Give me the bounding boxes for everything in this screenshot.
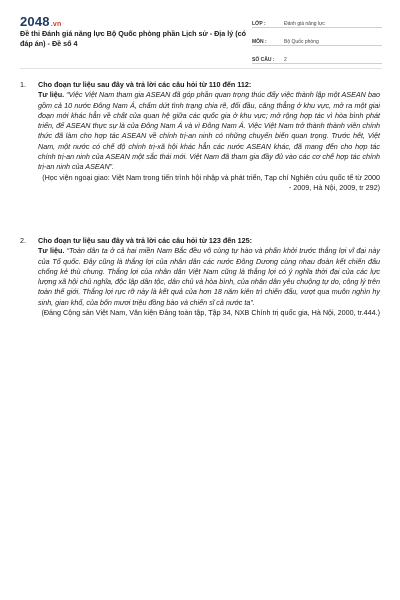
meta-value: 2 — [284, 57, 287, 63]
document-title: Đề thi Đánh giá năng lực Bộ Quốc phòng phần Lịch sử - Địa lý (có đáp án) - Đề số 4 — [20, 29, 247, 48]
meta-row-class — [252, 14, 382, 28]
passage-source: (Học viện ngoại giao: Việt Nam trong tiến trình hội nhập và phát triển, Tạp chí Nghiên cứu quốc tế từ 2000 - 2009, Hà Nội, 2009, tr 292) — [42, 172, 380, 192]
meta-row-question-count — [252, 50, 382, 64]
logo-suffix: .vn — [50, 21, 62, 28]
question-number: 2. — [20, 236, 26, 245]
logo-text: 2048 — [20, 14, 50, 29]
passage-source: (Đảng Cộng sản Việt Nam, Văn kiện Đảng toàn tập, Tập 34, NXB Chính trị quốc gia, Hà Nội, 2000, tr.444.) — [41, 308, 380, 318]
meta-label: MÔN : — [252, 39, 267, 45]
meta-value: Đánh giá năng lực — [284, 21, 325, 27]
document-meta — [252, 14, 382, 68]
meta-label: SỐ CÂU : — [252, 57, 275, 63]
meta-label: LỚP : — [252, 21, 266, 27]
meta-row-subject — [252, 32, 382, 46]
passage-lead: Tư liệu. — [38, 246, 65, 256]
page-header — [0, 0, 400, 62]
header-divider — [20, 68, 382, 69]
passage-quote: “Toàn dân ta ở cả hai miền Nam Bắc đều vô cùng tự hào và phấn khởi trước thắng lợi vĩ đại này của Tổ quốc. Đây cũng là thắng lợi của nhân dân các nước Đông Dương cùng nhau đoàn kết chiến đấu chống kẻ thù chung. Thắng lợi của nhân dân Việt Nam cũng là thắng lợi có ý nghĩa thời đại của các lực lượng xã hội chủ nghĩa, độc lập dân tộc, dân chủ và hòa bình, của nhân dân yêu chuộng tự do, công lý trên toàn thế giới. Thắng lợi rực rỡ này là kết quả của hơn 18 năm kiên trì chiến đấu, vượt qua muôn nghìn hy sinh, gian khổ, của bốn mươi triệu đồng bào và chiến sĩ cả nước ta”. — [38, 246, 380, 307]
passage-lead: Tư liệu. — [38, 90, 65, 100]
question-passage — [38, 90, 380, 172]
passage-quote: “Việc Việt Nam tham gia ASEAN đã góp phần quan trọng thúc đẩy việc thành lập một ASEAN bao gồm cả 10 nước Đông Nam Á, chấm dứt tình trạng chia rẽ, đối đầu, căng thẳng ở khu vực, mở ra một giai đoạn mới khác hẳn về chất của quan hệ giữa các quốc gia ở khu vực; mở rộng hợp tác vì hòa bình phát triển, để ASEAN thực sự là của Đông Nam Á và vì Đông Nam Á. Việc Việt Nam trở thành thành viên chính thức đã làm cho hợp tác ASEAN về chính trị-an ninh có những chuyển biến quan trọng. Trước hết, Việt Nam, một nước có chế độ chính trị-xã hội khác hẳn các nước ASEAN khác, đã mang đến cho hợp tác chính trị-an ninh của ASEAN một sắc thái mới. Việt Nam đã tham gia đầy đủ vào các cơ chế hợp tác chính trị-an ninh của ASEAN”. — [38, 90, 380, 172]
question-heading: Cho đoạn tư liệu sau đây và trả lời các câu hỏi từ 110 đến 112: — [38, 80, 252, 89]
question-heading: Cho đoạn tư liệu sau đây và trả lời các câu hỏi từ 123 đến 125: — [38, 236, 253, 245]
question-passage — [38, 246, 380, 308]
site-logo[interactable] — [20, 14, 61, 29]
question-number: 1. — [20, 80, 26, 89]
question-body — [38, 236, 380, 318]
meta-value: Bộ Quốc phòng — [284, 39, 319, 45]
question-body — [38, 80, 380, 193]
